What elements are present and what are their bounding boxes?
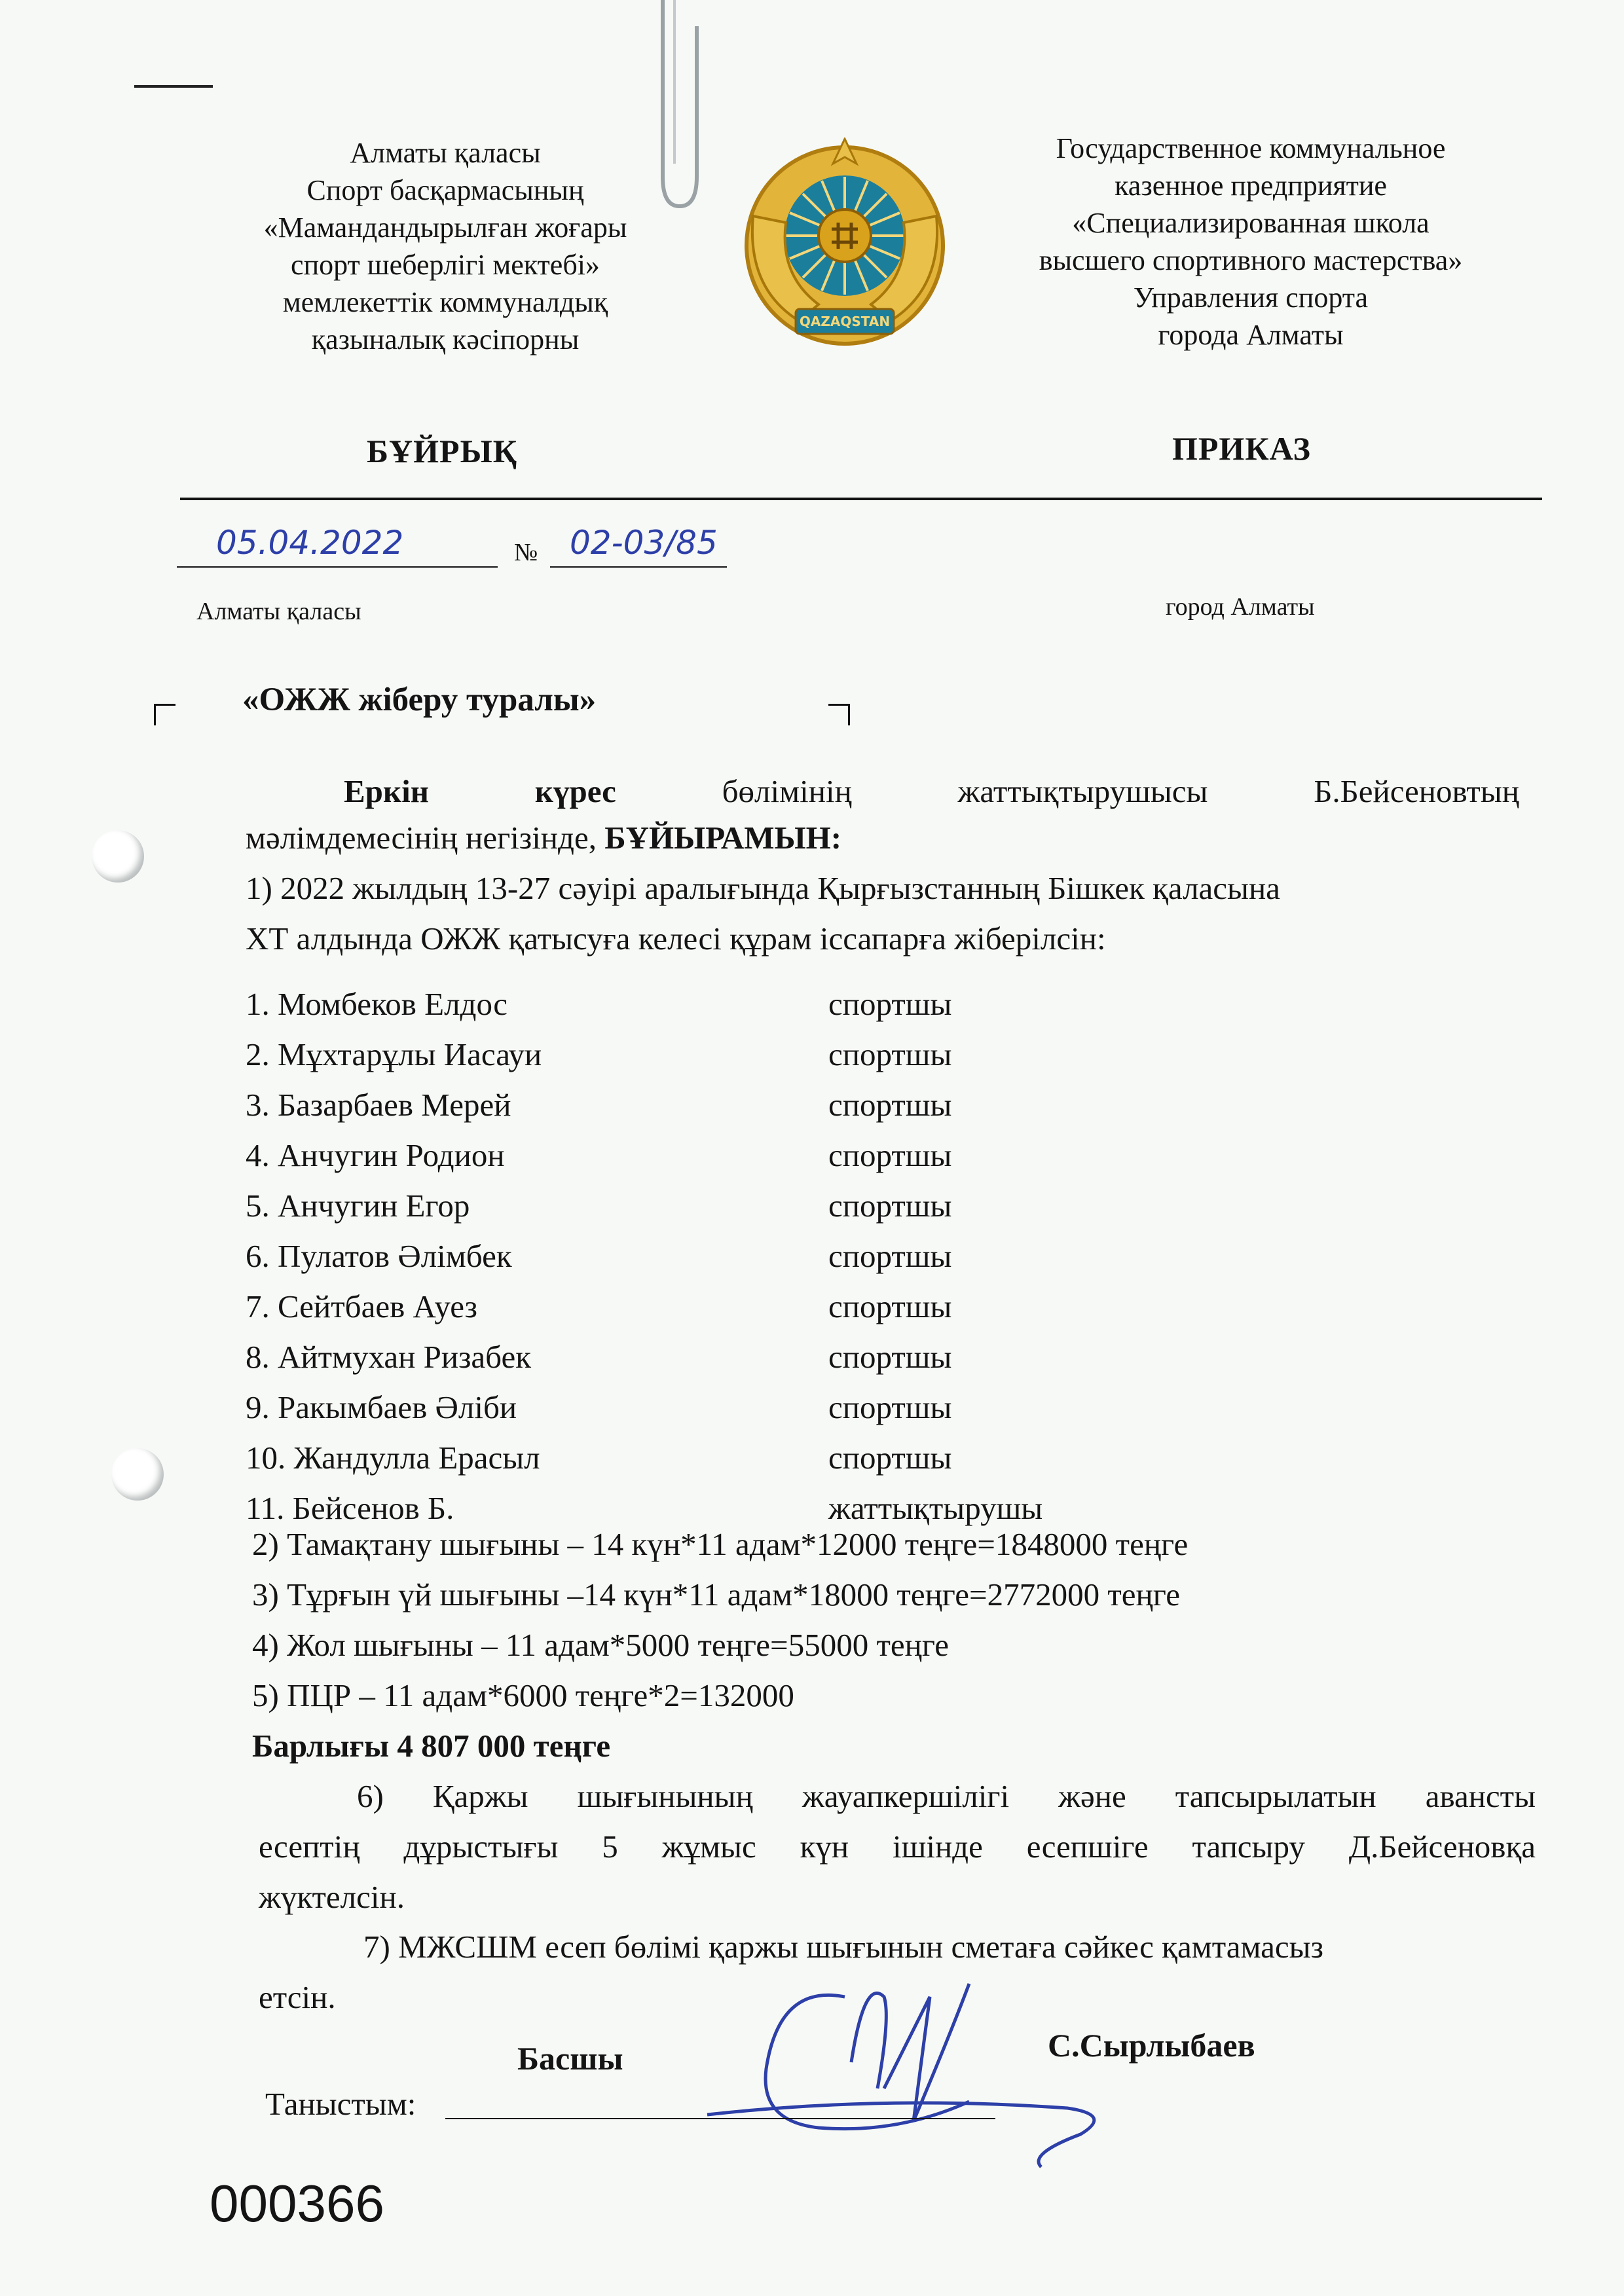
number-label: № <box>514 539 538 566</box>
title-ru: ПРИКАЗ <box>1172 430 1311 467</box>
date-underline <box>177 566 498 568</box>
order-subject: «ОЖЖ жіберу туралы» <box>242 682 597 718</box>
emblem-text: QAZAQSTAN <box>799 314 891 329</box>
list-item: 7. Сейтбаев Ауез спортшы <box>246 1288 952 1324</box>
item7-paragraph: 7) МЖСШМ есеп бөлімі қаржы шығынын сметаға сәйкес қамтамасыз етсін. <box>259 1929 1323 2015</box>
punch-hole <box>92 830 144 883</box>
punch-hole <box>111 1448 164 1501</box>
list-item: 4. Анчугин Родион спортшы <box>246 1137 952 1173</box>
list-item: 1. Момбеков Елдос спортшы <box>246 986 952 1022</box>
item1-line2: ХТ алдында ОЖЖ қатысуға келесі құрам іссапарға жіберілсін: <box>246 920 1106 957</box>
city-ru: город Алматы <box>1166 593 1315 621</box>
list-item: 10. Жандулла Ерасыл спортшы <box>246 1440 952 1476</box>
state-emblem-icon <box>740 137 950 354</box>
list-item: 6. Пулатов Әлімбек спортшы <box>246 1238 952 1274</box>
expense-line: 2) Тамақтану шығыны – 14 күн*11 адам*12000 теңге=1848000 теңге <box>252 1526 1189 1562</box>
handwritten-signature <box>688 1958 1120 2174</box>
list-item: 11. Бейсенов Б. жаттықтырушы <box>246 1490 1043 1526</box>
order-date: 05.04.2022 <box>216 524 404 562</box>
city-kz: Алматы қаласы <box>196 598 361 625</box>
item1-line1: 1) 2022 жылдың 13-27 сәуірі аралығында Қырғызстанның Бішкек қаласына <box>246 870 1280 906</box>
list-item: 5. Анчугин Егор спортшы <box>246 1188 952 1224</box>
expense-line: 4) Жол шығыны – 11 адам*5000 теңге=55000 теңге <box>252 1627 950 1663</box>
number-underline <box>550 566 727 568</box>
signature-title: Басшы <box>517 2040 623 2077</box>
expense-line: 5) ПЦР – 11 адам*6000 теңге*2=132000 <box>252 1677 794 1713</box>
header-kz: Алматы қаласы Спорт басқармасының «Мамандандырылған жоғары спорт шеберлігі мектебі» мемлекеттік коммуналдық қазыналық кәсіпорны <box>263 137 627 355</box>
signature-name: С.Сырлыбаев <box>1048 2027 1255 2064</box>
header-ru: Государственное коммунальное казенное предприятие «Специализированная школа высшего спортивного мастерства» Управления спорта города Алматы <box>1039 132 1463 351</box>
item6-paragraph: 6) Қаржы шығынының жауапкершілігі және тапсырылатын авансты есептің дұрыстығы 5 жұмыс күн ішінде есепшіге тапсыру Д.Бейсеновқа жүктелсін. <box>259 1778 1536 1915</box>
order-number: 02-03/85 <box>570 524 718 562</box>
list-item: 3. Базарбаев Мерей спортшы <box>246 1087 952 1123</box>
list-item: 9. Ракымбаев Әліби спортшы <box>246 1389 952 1425</box>
total-line: Барлығы 4 807 000 теңге <box>252 1728 611 1764</box>
title-kz: БҰЙРЫҚ <box>367 433 517 469</box>
scan-mark <box>134 85 213 88</box>
expense-line: 3) Тұрғын үй шығыны –14 күн*11 адам*18000 теңге=2772000 теңге <box>252 1576 1180 1613</box>
header-divider <box>180 498 1542 500</box>
acknowledged-label: Таныстым: <box>265 2086 416 2122</box>
serial-number: 000366 <box>210 2174 384 2232</box>
list-item: 8. Айтмухан Ризабек спортшы <box>246 1339 952 1375</box>
bracket-right <box>828 704 850 725</box>
expenses-list <box>252 1519 1529 1771</box>
bracket-left <box>154 704 175 725</box>
acknowledged-line <box>445 2118 995 2119</box>
intro-paragraph: Еркін күрес бөлімінің жаттықтырушысы Б.Бейсеновтың мәлімдемесінің негізінде, БҰЙЫРАМЫН: 1) 2022 жылдың 13-27 сәуірі аралығында Қырғызстанның Бішкек қаласына ХТ алдында ОЖЖ қатысуға келесі құрам іссапарға жіберілсін: <box>246 766 1519 964</box>
list-item: 2. Мұхтарұлы Иасауи спортшы <box>246 1036 952 1072</box>
